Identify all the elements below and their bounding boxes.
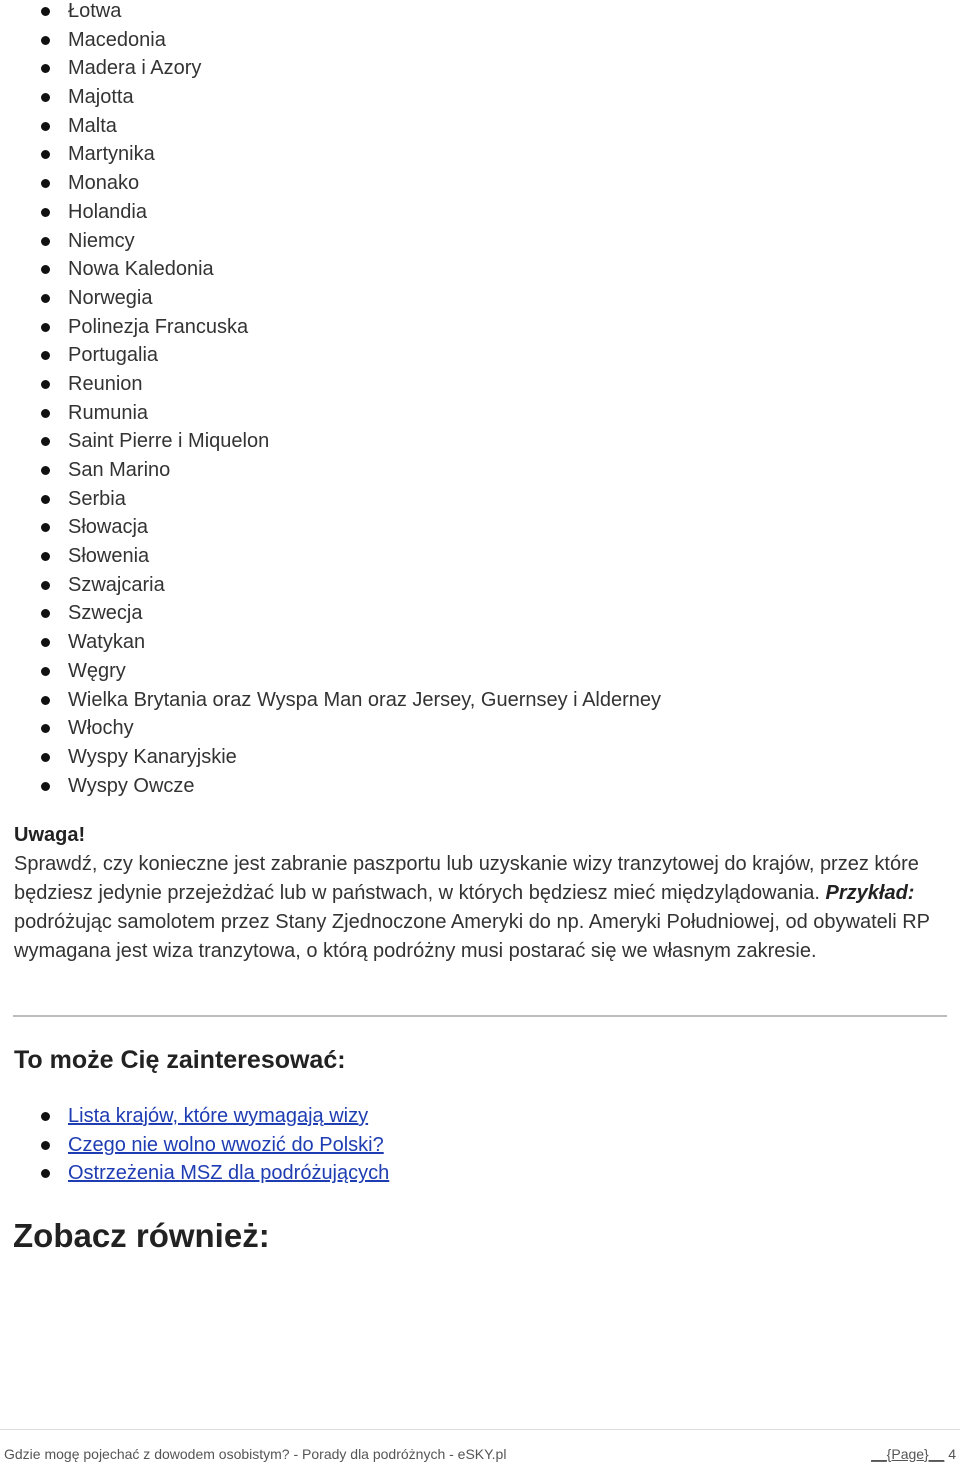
country-name: San Marino [68,459,171,481]
country-name: Portugalia [68,344,159,367]
link-visa-countries[interactable]: Lista krajów, które wymagają wizy [68,1105,369,1127]
country-name: Niemcy [68,229,135,252]
bullet-icon [41,696,50,705]
bullet-icon [41,380,50,389]
list-item [0,1131,960,1160]
bullet-icon [41,150,50,159]
list-item [0,169,960,198]
country-name: Reunion [68,372,143,395]
bullet-icon [41,782,50,791]
link-msz-warnings[interactable]: Ostrzeżenia MSZ dla podróżujących [68,1162,390,1185]
country-name: Majotta [68,86,134,109]
list-item [0,686,960,715]
bullet-icon [41,7,50,16]
country-name: Norwegia [68,286,153,309]
bullet-icon [41,237,50,246]
bullet-icon [41,1169,50,1178]
bullet-icon [41,724,50,733]
country-name: Słowenia [68,545,150,568]
horizontal-divider [13,1015,947,1017]
related-heading: To może Cię zainteresować: [14,1046,346,1074]
country-name: Serbia [68,487,126,510]
country-name: Malta [68,114,117,137]
list-item [0,399,960,428]
country-name: Wyspy Owcze [68,774,195,797]
list-item [0,456,960,485]
country-name: Wielka Brytania oraz Wyspa Man oraz Jersey, Guernsey i Alderney [68,688,662,711]
bullet-icon [41,581,50,590]
link-import-restrictions[interactable]: Czego nie wolno wwozić do Polski? [68,1133,384,1156]
footer-title: Gdzie mogę pojechać z dowodem osobistym? - Porady dla podróżnych - eSKY.pl [4,1446,507,1462]
country-name: Słowacja [68,516,149,539]
bullet-icon [41,1141,50,1150]
bullet-icon [41,495,50,504]
notice-block [14,821,950,966]
notice-title: Uwaga! [14,824,86,846]
page-number: 4 [948,1446,956,1462]
bullet-icon [41,294,50,303]
list-item [0,255,960,284]
example-label: Przykład: [825,882,915,904]
list-item [0,83,960,112]
country-name: Macedonia [68,28,166,51]
footer-page [871,1446,956,1462]
list-item [0,26,960,55]
list-item [0,714,960,743]
list-item [0,599,960,628]
country-name: Madera i Azory [68,57,202,80]
country-name: Watykan [68,631,146,654]
bullet-icon [41,552,50,561]
list-item [0,542,960,571]
list-item [0,427,960,456]
list-item [0,628,960,657]
list-item [0,1159,960,1188]
list-item [0,313,960,342]
bullet-icon [41,753,50,762]
list-item [0,198,960,227]
list-item [0,140,960,169]
bullet-icon [41,667,50,676]
bullet-icon [41,1112,50,1121]
bullet-icon [41,93,50,102]
list-item [0,370,960,399]
list-item [0,743,960,772]
list-item [0,485,960,514]
list-item [0,772,960,801]
list-item [0,54,960,83]
bullet-icon [41,466,50,475]
related-links-list [0,1102,960,1188]
list-item [0,112,960,141]
footer-divider [0,1429,960,1430]
country-name: Saint Pierre i Miquelon [68,430,270,453]
page-field: __{Page}__ [871,1446,945,1462]
country-name: Włochy [68,717,134,740]
list-item [0,341,960,370]
notice-text-continued: podróżując samolotem przez Stany Zjednoczone Ameryki do np. Ameryki Południowej, od obywateli RP wymagana jest wiza tranzytowa, o którą podróżny musi postarać się we własnym zakresie. [14,911,930,962]
country-name: Nowa Kaledonia [68,258,214,281]
country-name: Polinezja Francuska [68,315,249,338]
bullet-icon [41,609,50,618]
bullet-icon [41,208,50,217]
list-item [0,1102,960,1131]
bullet-icon [41,351,50,360]
bullet-icon [41,122,50,131]
bullet-icon [41,523,50,532]
country-name: Szwecja [68,602,143,625]
country-name: Łotwa [68,0,122,22]
see-also-heading: Zobacz również: [13,1217,270,1254]
notice-text: Sprawdź, czy konieczne jest zabranie paszportu lub uzyskanie wizy tranzytowej do krajów, przez które będziesz jedynie przejeżdżać lub w państwach, w których będziesz mieć międzylądowania. [14,853,919,904]
list-item [0,284,960,313]
bullet-icon [41,36,50,45]
country-name: Węgry [68,659,126,682]
bullet-icon [41,64,50,73]
country-name: Monako [68,172,140,195]
country-name: Wyspy Kanaryjskie [68,745,237,768]
country-name: Martynika [68,143,155,166]
list-item [0,571,960,600]
list-item [0,0,960,26]
bullet-icon [41,323,50,332]
bullet-icon [41,409,50,418]
country-name: Szwajcaria [68,573,165,596]
list-item [0,227,960,256]
list-item [0,657,960,686]
country-name: Rumunia [68,401,149,424]
bullet-icon [41,638,50,647]
bullet-icon [41,179,50,188]
bullet-icon [41,437,50,446]
bullet-icon [41,265,50,274]
country-name: Holandia [68,200,147,223]
list-item [0,513,960,542]
